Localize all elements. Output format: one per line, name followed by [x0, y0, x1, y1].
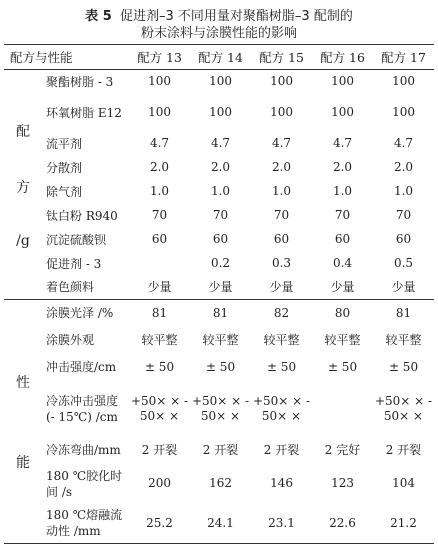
- group-label-part: 性: [16, 374, 30, 391]
- table-cell: 100: [270, 74, 293, 89]
- table-cell: 25.2: [129, 504, 190, 544]
- row-label: 冷冻冲击强度 (- 15℃) /cm: [46, 393, 119, 424]
- table-row: [4, 94, 434, 132]
- column-header: 配方 14: [190, 45, 251, 70]
- table-cell: +50× × - 50× ×: [191, 393, 250, 423]
- table-row: [4, 464, 434, 504]
- table-cell: 少量: [330, 279, 355, 294]
- group-label-part: 能: [16, 454, 30, 471]
- table-caption: [0, 8, 438, 42]
- table-row: [4, 300, 434, 327]
- table-cell: 100: [392, 105, 415, 119]
- table-cell: 162: [209, 476, 232, 490]
- table-cell: 0.3: [271, 256, 292, 270]
- table-cell: 2 开裂: [263, 442, 300, 457]
- table-cell: 2 开裂: [202, 442, 239, 457]
- table-cell: 2 开裂: [385, 442, 422, 457]
- table-row: [4, 70, 434, 94]
- table-cell: +50× × - 50× ×: [374, 393, 433, 423]
- table-cell: 2.0: [149, 160, 170, 174]
- column-header: 配方 13: [129, 45, 190, 70]
- table-cell: 81: [373, 300, 434, 327]
- table-row: [4, 276, 434, 300]
- table-body: [4, 70, 434, 544]
- table-cell: 70: [273, 208, 290, 222]
- table-row: [4, 504, 434, 544]
- table-cell: 1.0: [332, 184, 353, 198]
- row-label: 涂膜外观: [46, 333, 95, 347]
- row-label: 环氧树脂 E12: [46, 105, 122, 120]
- table-cell: +50× × - 50× ×: [252, 393, 311, 423]
- header-label: 配方与性能: [4, 45, 129, 70]
- table-cell: ± 50: [266, 359, 297, 374]
- group-label-part: /g: [16, 232, 30, 249]
- row-label: 着色颜料: [46, 280, 95, 295]
- table-cell: 少量: [147, 279, 172, 294]
- table-cell: [129, 252, 190, 276]
- table-row: [4, 381, 434, 437]
- table-cell: 0.4: [332, 256, 353, 270]
- row-label: 180 ℃胶化时间 /s: [46, 468, 123, 499]
- column-header: 配方 15: [251, 45, 312, 70]
- table-cell: 70: [334, 208, 351, 222]
- table-cell: 81: [129, 300, 190, 327]
- table-cell: 100: [331, 105, 354, 119]
- table-cell: 23.1: [251, 504, 312, 544]
- row-label: 流平剂: [46, 136, 83, 151]
- table-cell: ± 50: [205, 359, 236, 374]
- table-row: [4, 437, 434, 464]
- table-cell: 60: [334, 232, 351, 246]
- table-row: [4, 228, 434, 252]
- table-cell: 2 完好: [324, 442, 361, 457]
- table-cell: 1.0: [393, 184, 414, 198]
- table-cell: 70: [212, 208, 229, 222]
- table-row: [4, 354, 434, 381]
- table-cell: 较平整: [385, 332, 422, 347]
- table-cell: 81: [190, 300, 251, 327]
- table-cell: 较平整: [263, 332, 300, 347]
- row-label: 冷冻弯曲/mm: [46, 443, 121, 457]
- row-label: 分散剂: [46, 160, 83, 175]
- row-label: 180 ℃熔融流动性 /mm: [42, 504, 129, 544]
- table-cell: 1.0: [149, 184, 170, 198]
- table-cell: 4.7: [210, 136, 231, 150]
- row-label: 沉淀硫酸钡: [46, 232, 107, 247]
- table-number: 表 5: [85, 9, 112, 24]
- table-cell: 少量: [269, 279, 294, 294]
- table-cell: 22.6: [312, 504, 373, 544]
- table-cell: 2 开裂: [141, 442, 178, 457]
- table-cell: 60: [212, 232, 229, 246]
- table-cell: 100: [392, 74, 415, 89]
- row-label: 除气剂: [46, 184, 83, 199]
- row-label: 聚酯树脂 - 3: [46, 74, 114, 89]
- header-row: [4, 45, 434, 70]
- row-label: 涂膜光泽 /%: [42, 300, 129, 327]
- caption-title-line2: 粉末涂料与涂膜性能的影响: [140, 26, 297, 41]
- group-label: [4, 300, 42, 544]
- table-cell: 60: [395, 232, 412, 246]
- column-header: 配方 17: [373, 45, 434, 70]
- table-cell: 0.5: [393, 256, 414, 270]
- table-cell: 4.7: [393, 136, 414, 150]
- table-cell: 21.2: [373, 504, 434, 544]
- table-cell: 4.7: [271, 136, 292, 150]
- table-cell: 4.7: [332, 136, 353, 150]
- table-cell: 100: [331, 74, 354, 89]
- table-cell: ± 50: [327, 359, 358, 374]
- caption-title-line1: 促进剂–3 不同用量对聚酯树脂–3 配制的: [120, 9, 353, 24]
- group-label-part: 配: [16, 123, 30, 140]
- table-cell: ± 50: [144, 359, 175, 374]
- group-label-part: 方: [16, 179, 30, 196]
- table-cell: 2.0: [332, 160, 353, 174]
- table-cell: 2.0: [393, 160, 414, 174]
- table-cell: 2.0: [210, 160, 231, 174]
- table-cell: 少量: [208, 279, 233, 294]
- table-cell: 70: [151, 208, 168, 222]
- table-cell: 60: [151, 232, 168, 246]
- table-cell: 100: [209, 74, 232, 89]
- table-cell: 82: [251, 300, 312, 327]
- table-cell: 123: [331, 476, 354, 490]
- table-cell: 24.1: [190, 504, 251, 544]
- table-row: [4, 132, 434, 156]
- table-cell: 104: [392, 476, 415, 490]
- table-cell: +50× × - 50× ×: [130, 393, 189, 423]
- caption-line-1: [0, 8, 438, 25]
- table-cell: 100: [148, 74, 171, 89]
- table-cell: 较平整: [324, 332, 361, 347]
- table-cell: 2.0: [271, 160, 292, 174]
- table-cell: ± 50: [388, 359, 419, 374]
- table-row: [4, 252, 434, 276]
- table-cell: 100: [148, 105, 171, 119]
- table-cell: 70: [395, 208, 412, 222]
- table-cell: 4.7: [149, 136, 170, 150]
- table-row: [4, 327, 434, 354]
- table-row: [4, 204, 434, 228]
- table-row: [4, 180, 434, 204]
- row-label: 促进剂 - 3: [46, 256, 102, 271]
- table-cell: 1.0: [271, 184, 292, 198]
- table-cell: 146: [270, 476, 293, 490]
- row-label: 冲击强度/cm: [46, 360, 117, 374]
- group-label: [4, 70, 42, 300]
- table-cell: 100: [270, 105, 293, 119]
- column-header: 配方 16: [312, 45, 373, 70]
- table-cell: 少量: [391, 279, 416, 294]
- table-cell: [312, 381, 373, 437]
- table-cell: 较平整: [202, 332, 239, 347]
- table-row: [4, 156, 434, 180]
- table-cell: 1.0: [210, 184, 231, 198]
- formulation-table: [4, 44, 434, 544]
- table-cell: 80: [312, 300, 373, 327]
- table-cell: 100: [209, 105, 232, 119]
- row-label: 钛白粉 R940: [46, 208, 118, 223]
- table-cell: 60: [273, 232, 290, 246]
- table-cell: 0.2: [210, 256, 231, 270]
- table-cell: 较平整: [141, 332, 178, 347]
- table-cell: 200: [148, 476, 171, 490]
